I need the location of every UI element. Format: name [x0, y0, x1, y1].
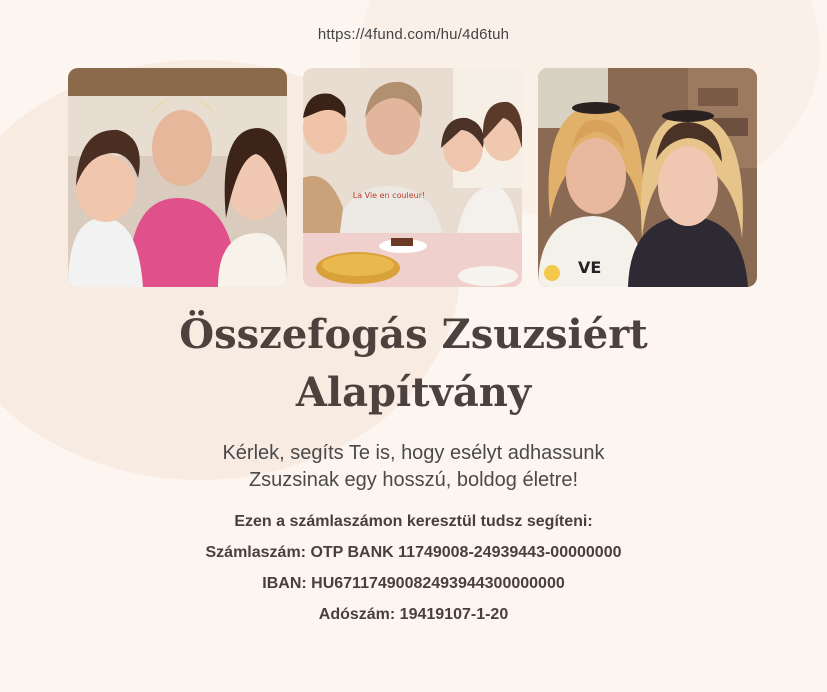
title-line-2: Alapítvány	[295, 369, 532, 416]
fundraiser-url: https://4fund.com/hu/4d6tuh	[317, 26, 510, 43]
photo-woman-with-two-girls-image	[68, 68, 287, 287]
appeal-line-1: Kérlek, segíts Te is, hogy esélyt adhassunk	[222, 442, 605, 464]
appeal-text	[0, 440, 827, 494]
iban-number: IBAN: HU67117490082493944300000000	[262, 575, 565, 592]
shirt-text: La Vie en couleur!	[352, 191, 426, 200]
shirt-text: VE	[578, 258, 602, 277]
title-line-1: Összefogás Zsuzsiért	[179, 311, 648, 358]
photo-family-at-table-image	[303, 68, 522, 287]
page-title	[0, 306, 827, 422]
tax-number: Adószám: 19419107-1-20	[318, 606, 509, 623]
photo-family-at-table	[303, 68, 522, 287]
appeal-line-2: Zsuzsinak egy hosszú, boldog életre!	[248, 469, 579, 491]
payment-details	[0, 512, 827, 636]
photo-two-women-selfie	[538, 68, 757, 287]
payment-intro: Ezen a számlaszámon keresztül tudsz segíteni:	[234, 513, 593, 530]
photo-woman-with-two-girls	[68, 68, 287, 287]
photo-two-women-selfie-image	[538, 68, 757, 287]
photo-collage	[68, 68, 758, 287]
account-number: Számlaszám: OTP BANK 11749008-24939443-00000000	[205, 544, 622, 561]
